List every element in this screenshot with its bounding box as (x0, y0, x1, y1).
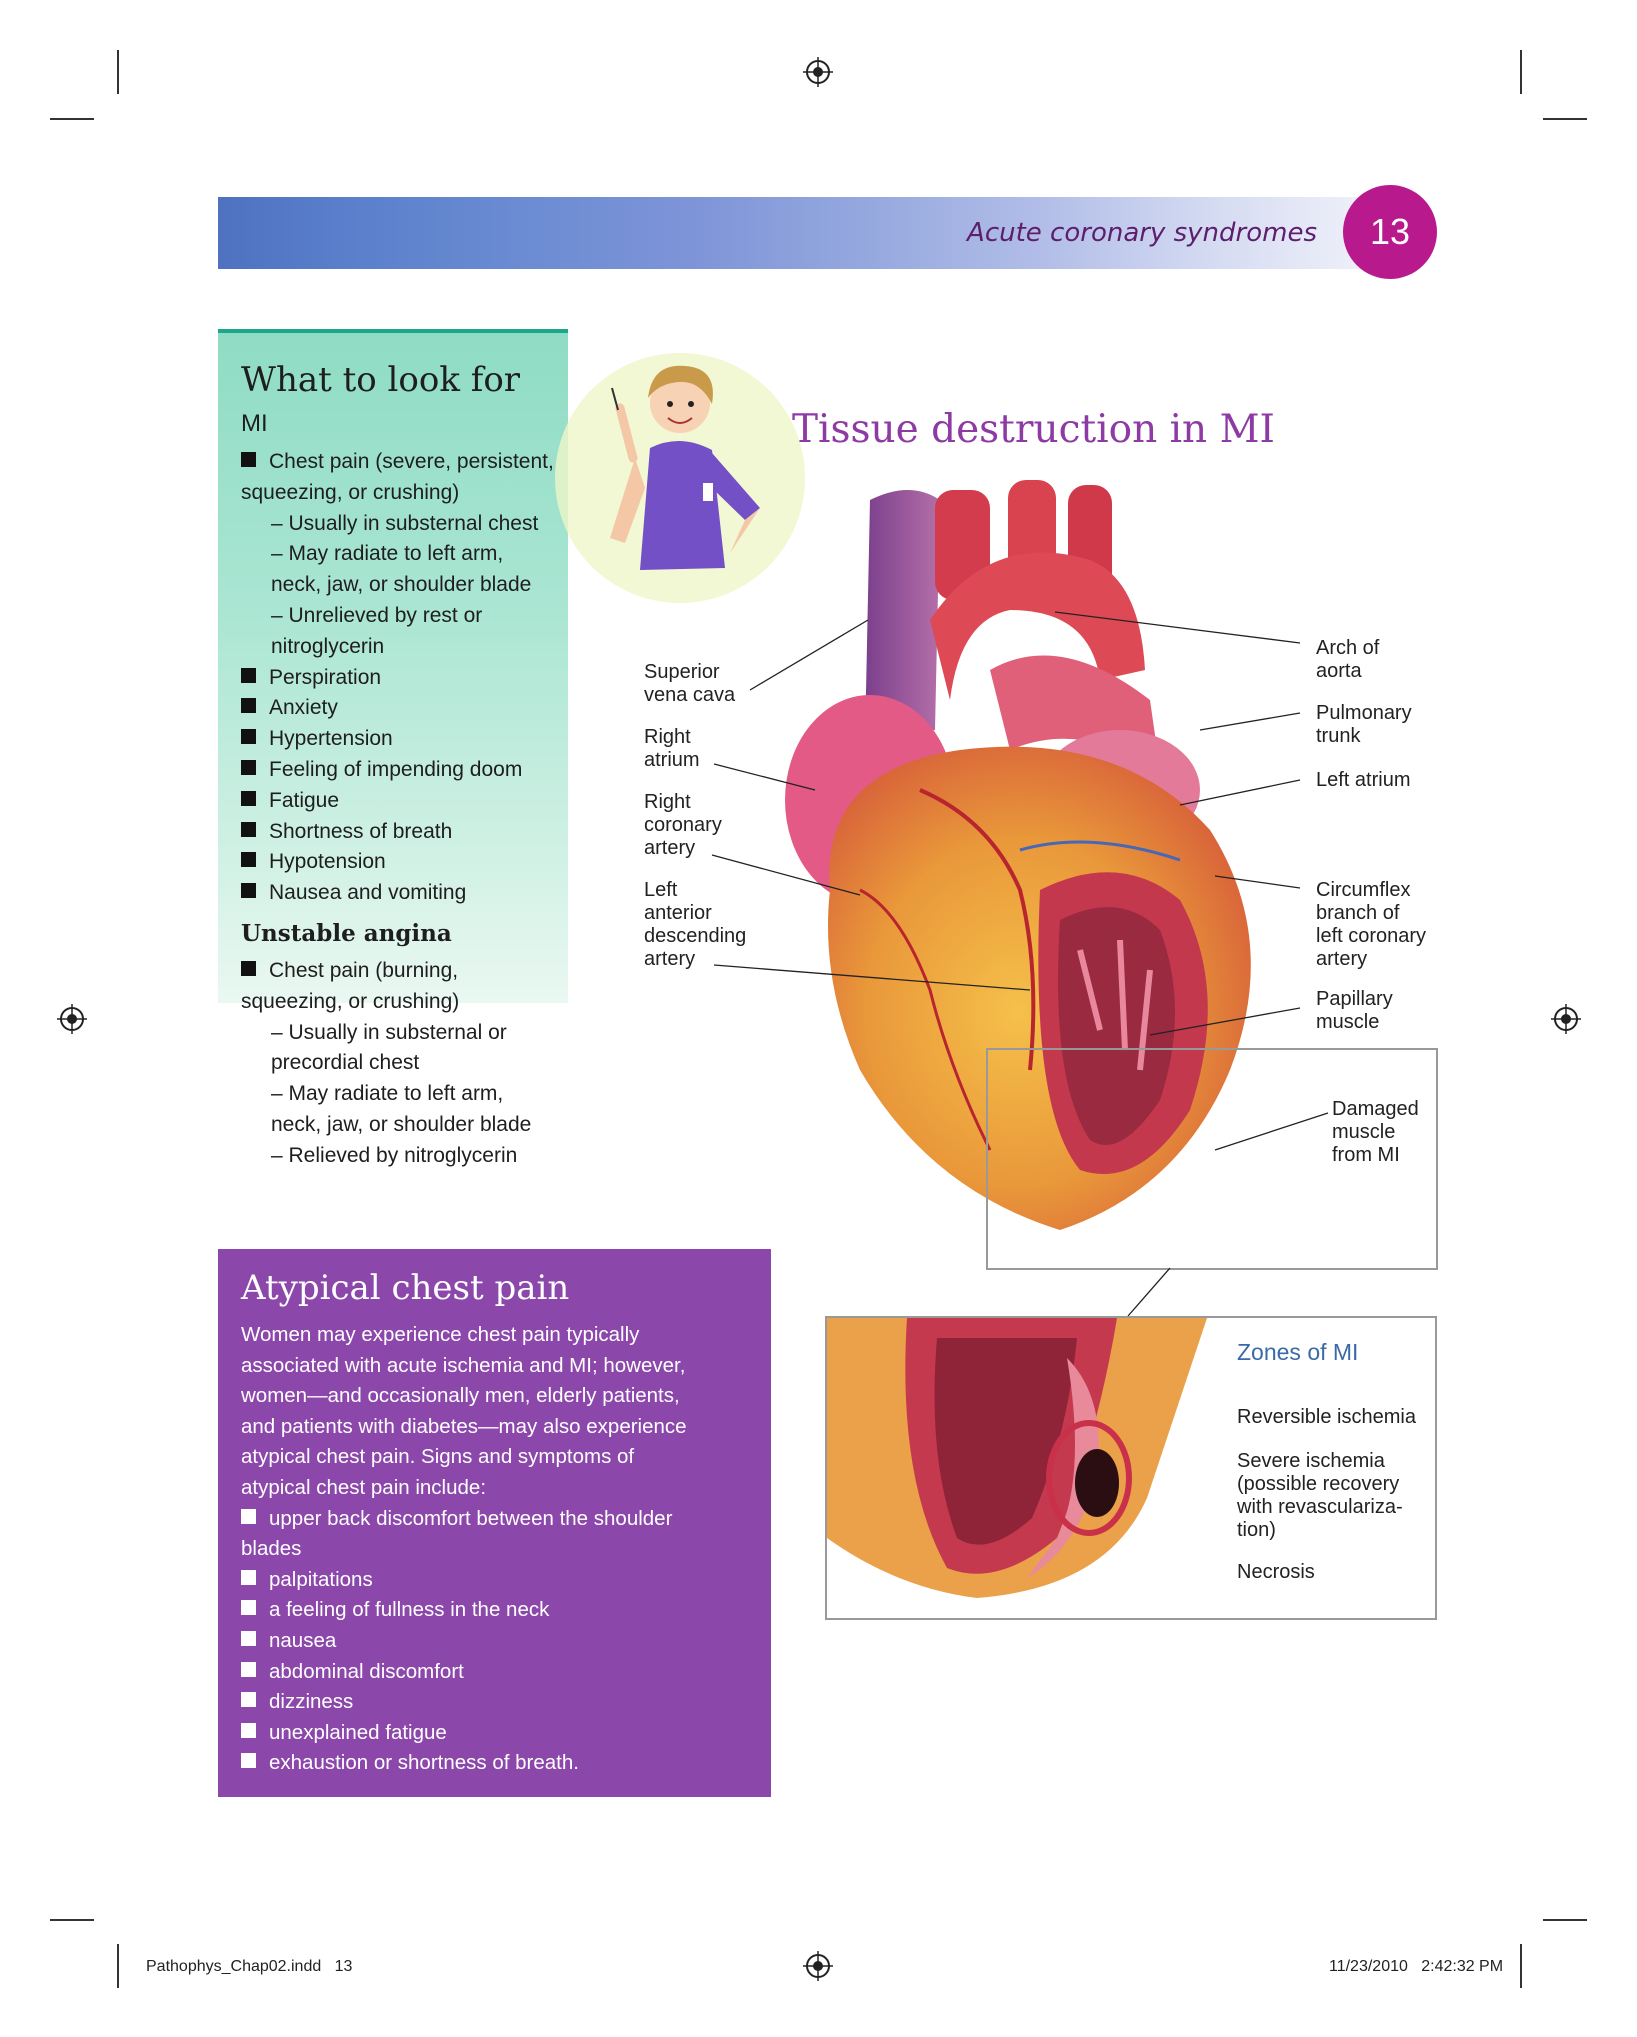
list-item-text: Anxiety (269, 696, 338, 720)
list-item-text: – Relieved by nitroglycerin (271, 1143, 518, 1167)
bullet-square-icon (241, 1600, 256, 1615)
bullet-square-icon (241, 1631, 256, 1646)
unstable-angina-heading: Unstable angina (241, 920, 452, 947)
list-item-text: squeezing, or crushing) (241, 480, 460, 504)
label-papillary-muscle: Papillary muscle (1316, 988, 1393, 1033)
label-right-atrium: Right atrium (644, 726, 700, 771)
list-item-text: – Usually in substernal or (271, 1020, 507, 1044)
list-item (241, 1748, 751, 1779)
label-left-anterior-descending-artery: Left anterior descending artery (644, 879, 747, 970)
list-item-text: neck, jaw, or shoulder blade (271, 1112, 532, 1136)
bullet-square-icon (241, 1662, 256, 1677)
figure-title: Tissue destruction in MI (792, 407, 1275, 452)
list-item-text: unexplained fatigue (269, 1720, 447, 1744)
label-necrosis: Necrosis (1237, 1561, 1315, 1583)
bullet-square-icon (241, 1723, 256, 1738)
running-head: Acute coronary syndromes (967, 218, 1317, 248)
label-left-atrium: Left atrium (1316, 769, 1411, 791)
what-to-look-for-title: What to look for (241, 360, 521, 400)
list-item-text: Fatigue (269, 788, 340, 812)
list-item (241, 1534, 751, 1565)
list-item-text: blades (241, 1537, 302, 1561)
list-item-text: – May radiate to left arm, (271, 1082, 504, 1106)
zones-of-mi-title: Zones of MI (1237, 1339, 1359, 1365)
footer-timestamp: 11/23/2010 2:42:32 PM (1329, 1958, 1504, 1975)
list-item-text: abdominal discomfort (269, 1659, 464, 1683)
list-item-text: – Usually in substernal chest (271, 511, 539, 535)
list-item (241, 1504, 751, 1535)
intro-line: and patients with diabetes—may also experience (241, 1414, 687, 1438)
page-number-badge: 13 (1343, 185, 1437, 279)
list-item-text: palpitations (269, 1567, 373, 1591)
list-item (241, 1565, 751, 1596)
list-item-text: Hypertension (269, 727, 393, 751)
list-item-text: Hypotension (269, 850, 386, 874)
list-item-text: – May radiate to left arm, (271, 542, 504, 566)
list-item-text: nausea (269, 1628, 337, 1652)
list-item-text: upper back discomfort between the shoulder (269, 1506, 673, 1530)
footer-file-name: Pathophys_Chap02.indd 13 (146, 1958, 353, 1975)
list-item-text: Chest pain (severe, persistent, (269, 450, 554, 473)
label-reversible-ischemia: Reversible ischemia (1237, 1406, 1416, 1428)
bullet-square-icon (241, 1570, 256, 1585)
list-item (241, 1687, 751, 1718)
list-item-text: squeezing, or crushing) (241, 989, 460, 1013)
list-item-text: Perspiration (269, 665, 382, 689)
label-severe-ischemia: Severe ischemia (possible recovery with revasculariza- tion) (1237, 1450, 1403, 1541)
zones-cross-section-illustration (827, 1318, 1227, 1614)
list-item-text: Shortness of breath (269, 819, 453, 843)
intro-line: women—and occasionally men, elderly patients, (241, 1384, 680, 1408)
bullet-square-icon (241, 1509, 256, 1524)
atypical-chest-pain-title: Atypical chest pain (241, 1268, 570, 1308)
list-item-text: a feeling of fullness in the neck (269, 1598, 550, 1622)
label-right-coronary-artery: Right coronary artery (644, 791, 722, 859)
list-item (241, 1718, 751, 1749)
label-arch-of-aorta: Arch of aorta (1316, 637, 1380, 682)
bullet-square-icon (241, 1692, 256, 1707)
bullet-square-icon (241, 1753, 256, 1768)
label-damaged-muscle: Damaged muscle from MI (1332, 1098, 1419, 1166)
mi-heading: MI (241, 410, 268, 437)
list-item-text: neck, jaw, or shoulder blade (271, 573, 532, 597)
list-item-text: Chest pain (burning, (269, 959, 459, 982)
list-item-text: exhaustion or shortness of breath. (269, 1751, 579, 1775)
intro-line: atypical chest pain. Signs and symptoms of (241, 1445, 635, 1469)
list-item-text: precordial chest (271, 1051, 420, 1075)
list-item-text: Feeling of impending doom (269, 757, 523, 781)
list-item (241, 1626, 751, 1657)
label-superior-vena-cava: Superior vena cava (644, 661, 736, 706)
list-item-text: dizziness (269, 1690, 354, 1714)
list-item (241, 1657, 751, 1688)
label-pulmonary-trunk: Pulmonary trunk (1316, 702, 1412, 747)
list-item-text: nitroglycerin (271, 634, 385, 658)
list-item (241, 1595, 751, 1626)
intro-line: Women may experience chest pain typically (241, 1323, 640, 1346)
list-item-text: Nausea and vomiting (269, 881, 467, 905)
intro-line: associated with acute ischemia and MI; however, (241, 1353, 686, 1377)
label-circumflex-branch: Circumflex branch of left coronary artery (1316, 879, 1427, 970)
list-item-text: – Unrelieved by rest or (271, 603, 483, 627)
atypical-chest-pain-body (241, 1320, 751, 1779)
intro-line: atypical chest pain include: (241, 1475, 487, 1499)
